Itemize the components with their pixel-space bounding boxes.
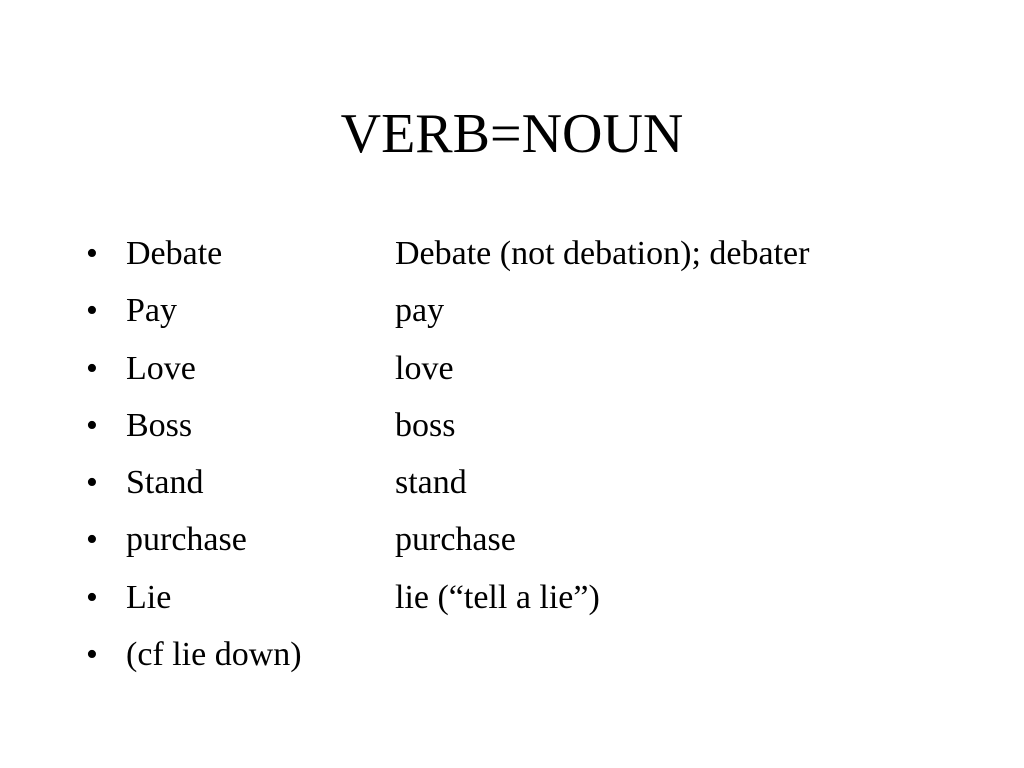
noun-text: pay <box>395 292 445 330</box>
verb-text: Love <box>126 349 196 387</box>
verb-text: Debate <box>126 235 223 272</box>
noun-text: lie (“tell a lie”) <box>395 578 600 616</box>
bullet-icon: • <box>86 636 98 674</box>
bullet-icon: • <box>86 349 98 387</box>
noun-text: love <box>395 349 454 387</box>
slide-title: VERB=NOUN <box>340 103 684 165</box>
bullet-icon: • <box>86 406 98 444</box>
verb-text: Pay <box>126 292 177 330</box>
verb-text: Boss <box>126 406 193 444</box>
noun-text: Debate (not debation); debater <box>395 235 810 272</box>
verb-text: Lie <box>126 578 172 616</box>
verb-text: purchase <box>126 521 247 559</box>
bullet-icon: • <box>86 578 98 616</box>
bullet-icon: • <box>86 235 98 272</box>
bullet-icon: • <box>86 292 98 330</box>
noun-text: purchase <box>395 521 516 559</box>
verb-text: (cf lie down) <box>126 636 302 674</box>
noun-text: stand <box>395 464 467 502</box>
bullet-icon: • <box>86 521 98 559</box>
bullet-icon: • <box>86 464 98 502</box>
verb-text: Stand <box>126 464 204 502</box>
noun-text: boss <box>395 406 456 444</box>
